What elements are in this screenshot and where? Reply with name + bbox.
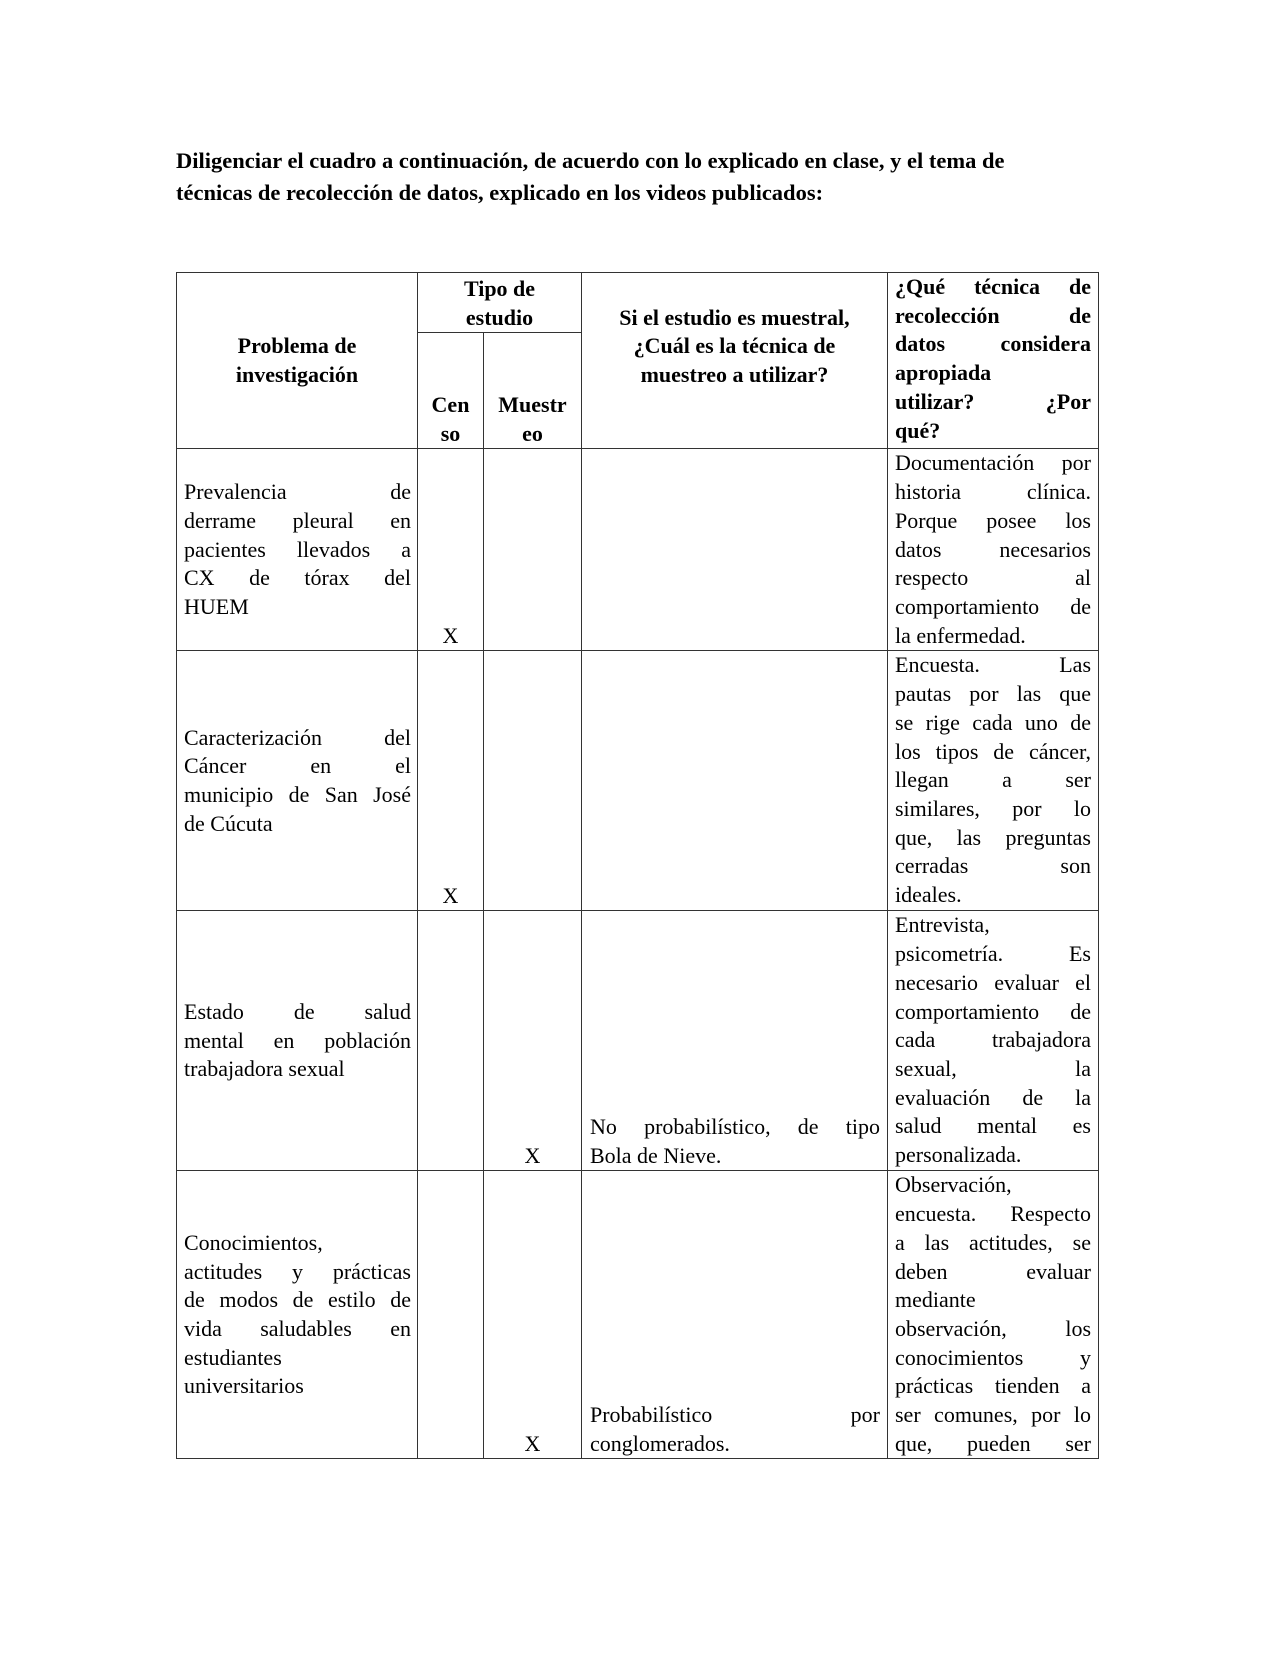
- cell-censo: X: [418, 449, 484, 651]
- cell-text-line: datos necesarios: [895, 536, 1091, 562]
- cell-text-line: Probabilístico por: [590, 1402, 880, 1428]
- cell-text-line: Prevalencia de: [184, 479, 411, 505]
- cell-text-line: psicometría. Es: [895, 941, 1091, 967]
- data-collection-table: [176, 272, 1099, 1459]
- cell-text-line: los tipos de cáncer,: [895, 738, 1091, 764]
- cell-problema: [177, 651, 418, 911]
- cell-text-line: de Cúcuta: [184, 810, 273, 836]
- header-que-line: qué?: [895, 417, 941, 443]
- cell-text-line: mental en población: [184, 1027, 411, 1053]
- cell-text-line: Caracterización del: [184, 724, 411, 750]
- cell-text-line: llegan a ser: [895, 767, 1091, 793]
- cell-censo: [418, 911, 484, 1171]
- cell-muestreo: [484, 651, 582, 911]
- cell-tecnica-muestreo: [582, 449, 888, 651]
- cell-text-line: que, pueden ser: [895, 1430, 1091, 1456]
- cell-text-line: comportamiento de: [895, 998, 1091, 1024]
- cell-text-line: cada trabajadora: [895, 1027, 1091, 1053]
- cell-text-line: trabajadora sexual: [184, 1056, 345, 1082]
- cell-text-line: mediante: [895, 1287, 976, 1313]
- cell-text-line: Bola de Nieve.: [590, 1142, 722, 1168]
- header-tipo-estudio: Tipo de estudio: [418, 273, 582, 333]
- cell-text-line: personalizada.: [895, 1142, 1022, 1168]
- cell-text-line: prácticas tienden a: [895, 1373, 1091, 1399]
- cell-text-line: No probabilístico, de tipo: [590, 1114, 880, 1139]
- cell-text-line: Estado de salud: [184, 998, 411, 1024]
- cell-problema: [177, 1171, 418, 1459]
- cell-text-line: de modos de estilo de: [184, 1287, 411, 1313]
- cell-muestreo: X: [484, 1171, 582, 1459]
- cell-tecnica-muestreo: [582, 911, 888, 1171]
- cell-text-line: vida saludables en: [184, 1315, 411, 1341]
- cell-text-line: CX de tórax del: [184, 565, 411, 591]
- cell-text-line: ser comunes, por lo: [895, 1402, 1091, 1428]
- cell-text-line: deben evaluar: [895, 1258, 1091, 1284]
- cell-muestreo: [484, 449, 582, 651]
- cell-tecnica-recoleccion: [888, 1171, 1099, 1459]
- table-row: [177, 449, 1099, 651]
- cell-tecnica-muestreo: [582, 1171, 888, 1459]
- cell-text-line: conocimientos y: [895, 1344, 1091, 1370]
- cell-problema: [177, 449, 418, 651]
- cell-text-line: salud mental es: [895, 1113, 1091, 1139]
- cell-text-line: Conocimientos,: [184, 1229, 323, 1255]
- header-problema: Problema de investigación: [177, 273, 418, 449]
- table-row: [177, 911, 1099, 1171]
- cell-text-line: respecto al: [895, 565, 1091, 591]
- cell-censo: X: [418, 651, 484, 911]
- instructions-line-1: Diligenciar el cuadro a continuación, de acuerdo con lo explicado en clase, y el tema de: [176, 148, 1005, 173]
- header-muestreo: Muestr eo: [484, 333, 582, 449]
- cell-text-line: cerradas son: [895, 853, 1091, 879]
- cell-tecnica-recoleccion: [888, 911, 1099, 1171]
- cell-tecnica-muestreo: [582, 651, 888, 911]
- cell-tecnica-recoleccion: [888, 651, 1099, 911]
- header-que-line: utilizar? ¿Por: [895, 388, 1091, 414]
- table-body: [177, 449, 1099, 1459]
- cell-text-line: pacientes llevados a: [184, 536, 411, 562]
- header-row-top: [177, 273, 1099, 333]
- cell-text-line: Cáncer en el: [184, 753, 411, 779]
- cell-text-line: Encuesta. Las: [895, 652, 1091, 678]
- cell-text-line: ideales.: [895, 882, 962, 908]
- cell-censo: [418, 1171, 484, 1459]
- cell-text-line: Documentación por: [895, 450, 1091, 476]
- cell-text-line: evaluación de la: [895, 1084, 1091, 1110]
- instructions-paragraph: [176, 145, 1104, 209]
- cell-text-line: actitudes y prácticas: [184, 1258, 411, 1284]
- header-censo: Cen so: [418, 333, 484, 449]
- cell-problema: [177, 911, 418, 1171]
- cell-text-line: derrame pleural en: [184, 507, 411, 533]
- cell-text-line: conglomerados.: [590, 1430, 730, 1456]
- header-que-line: apropiada: [895, 360, 992, 386]
- cell-text-line: comportamiento de: [895, 593, 1091, 619]
- cell-text-line: Observación,: [895, 1172, 1012, 1198]
- cell-text-line: municipio de San José: [184, 781, 411, 807]
- cell-text-line: necesario evaluar el: [895, 969, 1091, 995]
- cell-text-line: a las actitudes, se: [895, 1229, 1091, 1255]
- table-row: [177, 1171, 1099, 1459]
- cell-text-line: se rige cada uno de: [895, 709, 1091, 735]
- cell-tecnica-recoleccion: [888, 449, 1099, 651]
- header-que-line: datos considera: [895, 331, 1091, 357]
- cell-text-line: Entrevista,: [895, 912, 990, 938]
- cell-text-line: universitarios: [184, 1373, 304, 1399]
- cell-text-line: estudiantes: [184, 1344, 282, 1370]
- cell-text-line: que, las preguntas: [895, 824, 1091, 850]
- cell-text-line: observación, los: [895, 1315, 1091, 1341]
- header-que-line: ¿Qué técnica de: [895, 274, 1091, 299]
- cell-text-line: similares, por lo: [895, 795, 1091, 821]
- header-tecnica-muestreo: Si el estudio es muestral, ¿Cuál es la técnica de muestreo a utilizar?: [582, 273, 888, 449]
- cell-text-line: pautas por las que: [895, 681, 1091, 707]
- header-que-line: recolección de: [895, 302, 1091, 328]
- instructions-line-2: técnicas de recolección de datos, explicado en los videos publicados:: [176, 180, 824, 205]
- cell-text-line: encuesta. Respecto: [895, 1201, 1091, 1227]
- cell-text-line: Porque posee los: [895, 507, 1091, 533]
- cell-text-line: HUEM: [184, 593, 249, 619]
- cell-muestreo: X: [484, 911, 582, 1171]
- table-row: [177, 651, 1099, 911]
- cell-text-line: historia clínica.: [895, 479, 1091, 505]
- header-tecnica-recoleccion: [888, 273, 1099, 449]
- cell-text-line: sexual, la: [895, 1055, 1091, 1081]
- cell-text-line: la enfermedad.: [895, 622, 1026, 648]
